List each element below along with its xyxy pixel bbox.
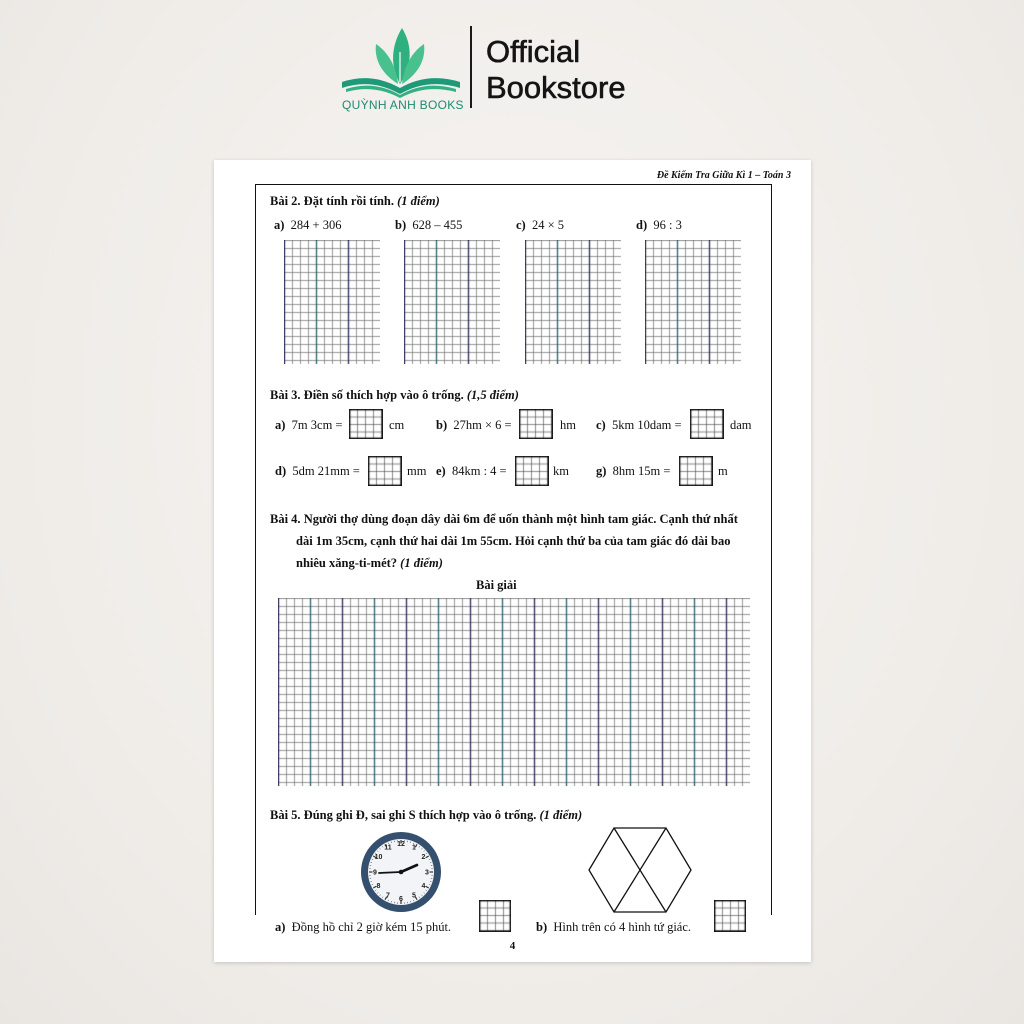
bai3-item-g xyxy=(596,464,670,479)
bai3-item-b-expr: 27hm × 6 = xyxy=(453,418,512,432)
bai2-item-b xyxy=(395,218,462,233)
bai3-answer-box-c[interactable] xyxy=(690,409,724,439)
bai5-item-b-label: b) xyxy=(536,920,548,934)
bai2-grid-c[interactable] xyxy=(525,240,621,364)
bai5-score: (1 điểm) xyxy=(539,808,583,822)
bai3-item-a xyxy=(275,418,342,433)
bai4-line1 xyxy=(270,512,738,527)
logo-text: QUỲNH ANH BOOKS xyxy=(342,98,464,112)
bai5-title-text: Bài 5. Đúng ghi Đ, sai ghi S thích hợp vào ô trống. xyxy=(270,808,537,822)
bai4-score: (1 điểm) xyxy=(400,556,443,570)
brand-title-line1: Official xyxy=(486,34,581,69)
brand-divider xyxy=(470,26,472,108)
svg-text:12: 12 xyxy=(397,841,405,848)
brand-title xyxy=(486,34,626,106)
bai2-item-c-label: c) xyxy=(516,218,526,232)
svg-text:7: 7 xyxy=(386,892,390,900)
bai5-item-b-text: Hình trên có 4 hình tứ giác. xyxy=(553,920,692,934)
bai3-item-b xyxy=(436,418,512,433)
bai5-title xyxy=(270,808,582,823)
bai3-item-b-label: b) xyxy=(436,418,448,432)
bai2-title xyxy=(270,194,440,209)
bai2-item-d-label: d) xyxy=(636,218,648,232)
bai3-answer-box-b[interactable] xyxy=(519,409,553,439)
bai3-item-g-label: g) xyxy=(596,464,607,478)
svg-text:2: 2 xyxy=(421,854,426,861)
bai3-unit-b: hm xyxy=(560,418,576,432)
bai3-item-g-expr: 8hm 15m = xyxy=(612,464,671,478)
svg-text:5: 5 xyxy=(412,892,416,900)
bai2-item-b-expr: 628 – 455 xyxy=(412,218,463,232)
bai2-grid-d[interactable] xyxy=(645,240,741,364)
brand-title-line2: Bookstore xyxy=(486,70,626,105)
bai4-text-line2: dài 1m 35cm, cạnh thứ hai dài 1m 55cm. Hỏi cạnh thứ ba của tam giác đó dài bao xyxy=(296,534,731,548)
svg-text:3: 3 xyxy=(425,869,429,877)
bai4-line3 xyxy=(296,556,443,571)
bai3-item-e-label: e) xyxy=(436,464,446,478)
svg-text:6: 6 xyxy=(399,896,403,903)
bai5-item-a-label: a) xyxy=(275,920,286,934)
bai3-unit-d: mm xyxy=(407,464,427,478)
worksheet-page xyxy=(214,160,811,962)
bai4-title: Bài 4. xyxy=(270,512,301,526)
bai3-item-d-label: d) xyxy=(275,464,287,478)
bai3-item-c-expr: 5km 10dam = xyxy=(611,418,682,432)
bai4-text-line3: nhiêu xăng-ti-mét? xyxy=(296,556,398,570)
bai3-unit-e: km xyxy=(553,464,569,478)
bai3-score: (1,5 điểm) xyxy=(466,388,519,402)
bai5-item-b xyxy=(536,920,691,935)
brand-header xyxy=(336,22,656,122)
bai3-item-e xyxy=(436,464,507,479)
svg-text:10: 10 xyxy=(374,854,383,861)
bai3-item-a-label: a) xyxy=(275,418,286,432)
bai3-unit-g: m xyxy=(718,464,728,478)
bai2-item-a xyxy=(274,218,341,233)
svg-text:4: 4 xyxy=(421,883,426,890)
bai3-item-a-expr: 7m 3cm = xyxy=(291,418,343,432)
hexagon-figure-icon xyxy=(587,827,693,913)
bai3-item-d xyxy=(275,464,360,479)
bai3-item-c xyxy=(596,418,682,433)
bai2-item-a-label: a) xyxy=(274,218,285,232)
bai3-answer-box-a[interactable] xyxy=(349,409,383,439)
bai2-item-b-label: b) xyxy=(395,218,407,232)
bai5-item-a-text: Đồng hồ chỉ 2 giờ kém 15 phút. xyxy=(291,920,452,934)
bai5-answer-box-b[interactable] xyxy=(714,900,746,932)
svg-text:8: 8 xyxy=(376,883,381,890)
bai3-answer-box-d[interactable] xyxy=(368,456,402,486)
bai3-item-d-expr: 5dm 21mm = xyxy=(292,464,360,478)
svg-text:1: 1 xyxy=(412,844,416,852)
svg-text:9: 9 xyxy=(373,869,377,877)
bai3-item-e-expr: 84km : 4 = xyxy=(451,464,507,478)
bai3-title-text: Bài 3. Điền số thích hợp vào ô trống. xyxy=(270,388,464,402)
bai2-grid-b[interactable] xyxy=(404,240,500,364)
bai2-item-d-expr: 96 : 3 xyxy=(653,218,682,232)
page-number: 4 xyxy=(509,940,516,952)
clock-minute-hand xyxy=(379,872,401,873)
wall-clock-icon xyxy=(359,830,443,914)
bai3-unit-c: dam xyxy=(730,418,752,432)
bai4-text-line1: Người thợ dùng đoạn dây dài 6m để uốn thành một hình tam giác. Cạnh thứ nhất xyxy=(303,512,738,526)
bai4-solution-heading: Bài giải xyxy=(476,578,517,592)
bai2-item-c-expr: 24 × 5 xyxy=(531,218,565,232)
bai4-solution-grid[interactable] xyxy=(278,598,750,786)
bai3-title xyxy=(270,388,519,403)
bai2-item-c xyxy=(516,218,564,233)
bai3-answer-box-g[interactable] xyxy=(679,456,713,486)
bai2-item-d xyxy=(636,218,682,233)
bai3-answer-box-e[interactable] xyxy=(515,456,549,486)
bai5-answer-box-a[interactable] xyxy=(479,900,511,932)
bai2-score: (1 điểm) xyxy=(397,194,440,208)
bai3-unit-a: cm xyxy=(389,418,405,432)
bai2-grid-a[interactable] xyxy=(284,240,380,364)
bai2-item-a-expr: 284 + 306 xyxy=(290,218,342,232)
page-header: Đề Kiểm Tra Giữa Kì 1 – Toán 3 xyxy=(656,170,791,181)
bai5-item-a xyxy=(275,920,451,935)
bai3-item-c-label: c) xyxy=(596,418,606,432)
svg-text:11: 11 xyxy=(384,844,392,852)
bai2-title-text: Bài 2. Đặt tính rồi tính. xyxy=(270,194,394,208)
